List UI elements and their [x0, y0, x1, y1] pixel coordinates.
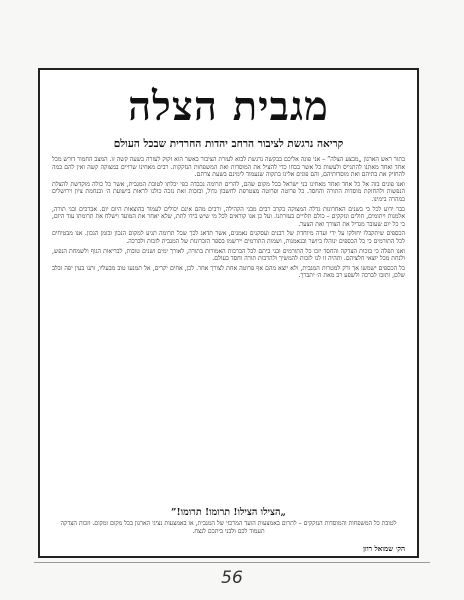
- body-paragraph: כבר ידוע לכל כי בשנים האחרונות גדלה המצוקה בקרב רבים מבני הקהילה, ורבים מהם אינם יכולים לעמוד בהוצאות היום יום. אברכים ובני תורה, אלמנות ויתומים, חולים ונזקקים – כולם תלויים בעזרתנו. ועל כן אנו קוראים לכל מי שיש בידו לתת, שלא יאחר את המועד וישלח את תרומתו עוד היום, כי כל יום שעובר מגדיל את הצורך ואת הצער.: [52, 205, 405, 228]
- body-paragraph: כל הכספים ישמשו אך ורק למטרות המגבית, ולא יוצא מהם אף פרוטה אחת לצורך אחר. לכן, אחים יקרים, אל תמנעו טוב מבעליו, ותנו בעין יפה ובלב שלם, ותזכו לברכה ולשפע רב מאת ה׳ יתברך.: [52, 264, 405, 280]
- page-subtitle: קריאה נרגשת לציבור הרחב יהדות החרדית שבכל העולם: [113, 138, 344, 150]
- slogan-heading: „הצילו הצילו! תרומו! תרומו!”: [171, 507, 286, 518]
- body-paragraph: ואנו תפלה כי בזכות הצדקה והחסד יזכו כל התורמים ובני ביתם לכל הברכות האמורות בתורה, לאורך ימים ושנים טובות, לבריאות הגוף ולשמחת הנפש, ולנחת מכל יוצאי חלציהם. ותהיה זו לנו לזכות להמשיך ולהרבות תורה וחסד בעולם.: [52, 247, 405, 263]
- page-title: מגבית הצלה: [128, 83, 329, 130]
- footer-text: לטובת כל המשפחות והמוסדות הנזקקים – לתרום באמצעות הועד המרכזי של המגבית, או באמצעות נציגי הארגון בכל מקום ומקום. וזכות הצדקה תעמוד לכם ולבני ביתכם לנצח.: [60, 520, 397, 535]
- body-text: [52, 156, 405, 282]
- notice-frame: [38, 68, 419, 558]
- signature: הק׳ שמואל רוזן: [363, 544, 405, 553]
- divider: [34, 562, 430, 563]
- page-number: 56: [221, 568, 243, 588]
- body-paragraph: הכספים שיתקבלו יחולקו על ידי ועדה מיוחדת של רבנים ועסקנים נאמנים, אשר תדאג לכך שכל תרומה תגיע למקום הנכון ובזמן הנכון. אנו מבטיחים לכל התורמים כי כל הכספים ינוהלו ביושר ובנאמנות, ושמות התורמים יירשמו בספר הזכרונות של המגבית לזכות ולברכה.: [52, 230, 405, 245]
- body-paragraph: בתור ראש הארגון „מבצע הצלה” – אני פונה אליכם בבקשה נרגשת לבוא לעזרת הציבור באשר הוא זקוק לעזרה בשעה קשה זו. המצב החמור דורש מכל אחד ואחד מאתנו להתגייס ולעשות כל אשר בכחו כדי להציל את המוסדות ואת המשפחות הנזקקות. רבים מאחינו שרויים במצוקה קשה ואין להם במה להחזיק את בתיהם ואת מוסדותיהם, והם פונים אלינו בתקוה שנעמוד לימינם בשעת צרתם.: [52, 156, 405, 179]
- body-paragraph: ואנו פונים בזה אל כל אחד ואחד מאחינו בני ישראל בכל מקום שהם, להרים תרומה נכבדה כפי יכלתו לטובת המגבית, אשר כל כולה מוקדשת להצלת הנפשות ולהחזקת מוסדות התורה והחסד. כל פרוטה ופרוטה מצטרפת לחשבון גדול, ובזכות זאת נזכה כולנו לראות בישועת ה׳ ובנחמת ציון וירושלים במהרה בימינו.: [52, 180, 405, 203]
